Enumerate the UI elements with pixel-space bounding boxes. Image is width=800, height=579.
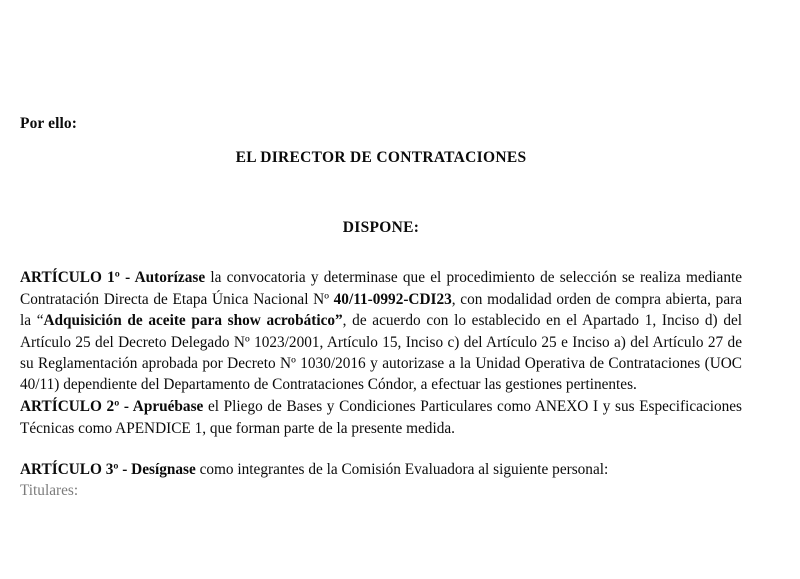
articulo-1-body-2: , con modalidad orden de compra abierta, para la “ [20,290,742,330]
articulo-1-body-1: la convocatoria y determinase que el procedimiento de selección se realiza mediante Contratación Directa de Etapa Única Nacional Nº [20,269,743,308]
titulares-label: Titulares: [20,484,79,495]
articulo-1-body-3: , de acuerdo con lo establecido en el Apartado 1, Inciso d) del Artículo 25 del Decreto Delegado Nº 1023/2001, Artículo 15, Inciso c) del Artículo 25 e Inciso a) del Artículo 27 de su Reglamentación aprobada por Decreto Nº 1030/2016 y autorizase a la Unidad Operativa de Contrataciones (UOC 40/11) dependiente del Departamento de Contrataciones Cóndor, a efectuar las gestiones pertinentes. [20,312,743,394]
por-ello-label: Por ello: [20,115,77,132]
articulo-1-paragraph [20,267,742,395]
trailing-line-clip [20,484,742,495]
articulo-3-paragraph [20,459,742,480]
articulo-2-body-1: el Pliego de Bases y Condiciones Particulares como ANEXO I y sus Especificaciones Técnicas como APENDICE 1, que forman parte de la presente medida. [20,398,742,437]
heading-authority: EL DIRECTOR DE CONTRATACIONES [235,149,527,166]
articulo-2-paragraph [20,396,742,439]
articulo-3-lead: ARTÍCULO 3º - Desígnase [20,461,196,479]
heading-dispone: DISPONE: [342,219,420,236]
articulo-1-object-title: Adquisición de aceite para show acrobático” [43,312,343,330]
articulo-1-procedure-number: 40/11-0992-CDI23 [333,290,452,308]
articulo-2-lead: ARTÍCULO 2º - Apruébase [20,398,204,416]
articulo-3-body-1: como integrantes de la Comisión Evaluadora al siguiente personal: [195,461,609,479]
articulo-1-lead: ARTÍCULO 1º - Autorízase [20,269,206,287]
